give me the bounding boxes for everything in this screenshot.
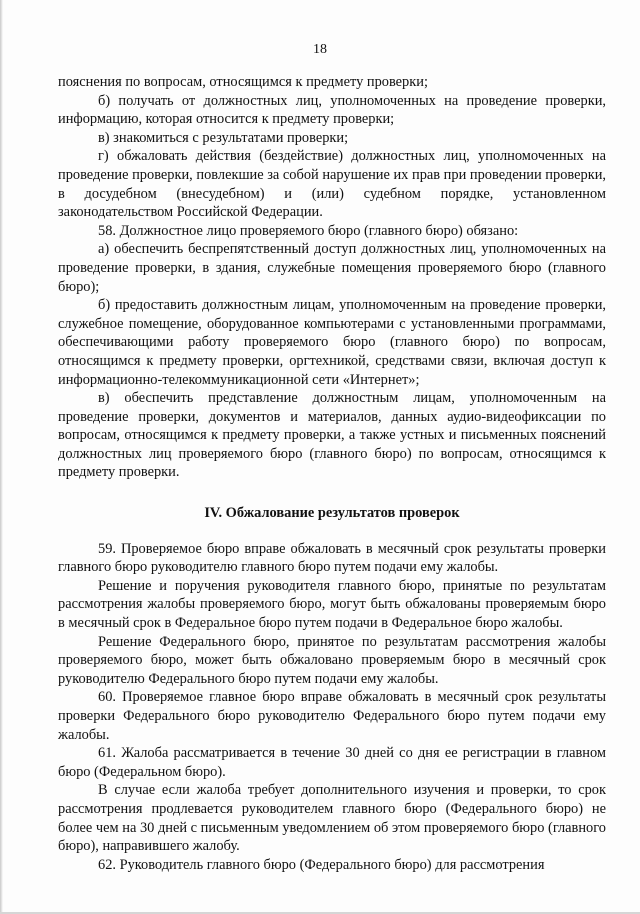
paragraph: 62. Руководитель главного бюро (Федерального бюро) для рассмотрения <box>98 856 545 873</box>
page-number: 18 <box>313 42 327 57</box>
paragraph: Решение Федерального бюро, принятое по результатам рассмотрения жалобы проверяемого бюро, может быть обжаловано проверяемым бюро в месячный срок руководителю Федерального бюро путем подачи ему жалобы. <box>58 633 606 687</box>
paragraph: а) обеспечить беспрепятственный доступ должностных лиц, уполномоченных на проведение проверки, в здания, служебные помещения проверяемого бюро (главного бюро); <box>58 241 606 295</box>
paragraph: В случае если жалоба требует дополнительного изучения и проверки, то срок рассмотрения продлевается руководителем главного бюро (Федерального бюро) не более чем на 30 дней с письменным уведомлением об этом проверяемого бюро (главного бюро), направившего жалобу. <box>58 782 606 855</box>
paragraph: 61. Жалоба рассматривается в течение 30 дней со дня ее регистрации в главном бюро (Федеральном бюро). <box>58 745 606 780</box>
document-body <box>58 73 606 874</box>
paragraph: 60. Проверяемое главное бюро вправе обжаловать в месячный срок результаты проверки Федерального бюро руководителю Федерального бюро путем подачи ему жалобы. <box>58 689 606 743</box>
paragraph: в) знакомиться с результатами проверки; <box>98 129 349 146</box>
paragraph: б) предоставить должностным лицам, уполномоченным на проведение проверки, служебное помещение, оборудованное компьютерами с установленными программами, обеспечивающими работу проверяемого бюро (главного бюро) по вопросам, относящимся к предмету проверки, оргтехникой, средствами связи, включая доступ к информационно-телекоммуникационной сети «Интернет»; <box>58 297 606 388</box>
paragraph: г) обжаловать действия (бездействие) должностных лиц, уполномоченных на проведение проверки, повлекшие за собой нарушение их прав при проведении проверки, в досудебном (внесудебном) и (или) судебном порядке, установленном законодательством Российской Федерации. <box>58 148 606 221</box>
paragraph: 59. Проверяемое бюро вправе обжаловать в месячный срок результаты проверки главного бюро руководителю главного бюро путем подачи ему жалобы. <box>58 540 606 576</box>
paragraph: пояснения по вопросам, относящимся к предмету проверки; <box>58 74 428 90</box>
paragraph: в) обеспечить представление должностным лицам, уполномоченным на проведение проверки, документов и материалов, данных аудио-видеофиксации по вопросам, относящимся к предмету проверки, а также устных и письменных пояснений должностных лиц проверяемого бюро (главного бюро) по вопросам, относящимся к предмету проверки. <box>58 390 606 481</box>
paragraph: б) получать от должностных лиц, уполномоченных на проведение проверки, информацию, которая относится к предмету проверки; <box>58 92 606 128</box>
section-heading: IV. Обжалование результатов проверок <box>204 505 460 522</box>
scan-edge-shadow <box>0 0 3 914</box>
paragraph: 58. Должностное лицо проверяемого бюро (главного бюро) обязано: <box>98 222 519 239</box>
paragraph: Решение и поручения руководителя главного бюро, принятые по результатам рассмотрения жалобы проверяемого бюро, могут быть обжалованы проверяемым бюро в месячный срок в Федеральное бюро путем подачи в Федеральное бюро жалобы. <box>58 577 606 632</box>
